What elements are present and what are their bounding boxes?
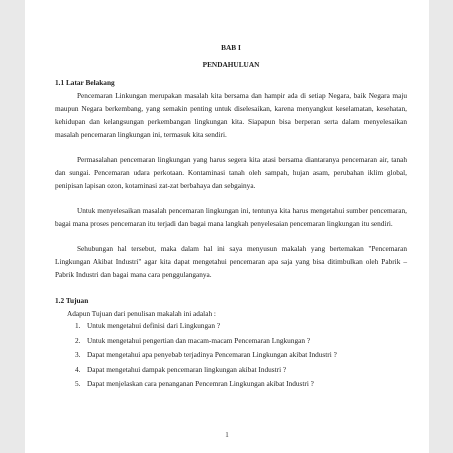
section-heading-tujuan: 1.2 Tujuan (55, 296, 89, 305)
tujuan-intro: Adapun Tujuan dari penulisan makalah ini adalah : (67, 309, 216, 318)
list-number: 3. (75, 350, 81, 359)
list-item (75, 364, 407, 376)
list-item (75, 378, 407, 390)
paragraph: Pencemaran Linkungan merupakan masalah kita bersama dan hampir ada di setiap Negara, baik Negara maju maupun Negara berkembang, yang semakin penting untuk diselesaikan, karena menyangkut keselamatan, kesehatan, kehidupan dan kelangsungan perkembangan lingkungan kita. Siapapun bisa berperan serta dalam menyelesaikan masalah pencemaran lingkungan ini, termasuk kita sendiri. (55, 91, 407, 139)
list-item (75, 320, 407, 332)
list-item (75, 335, 407, 347)
tujuan-list (75, 320, 407, 390)
paragraph: Permasalahan pencemaran lingkungan yang harus segera kita atasi bersama diantaranya pencemaran air, tanah dan sungai. Pencemaran udara perkotaan. Kontaminasi tanah oleh sampah, hujan asam, perubahan iklim global, penipisan lapisan ozon, kotaminasi zat-zat berbahaya dan sebgainya. (55, 155, 407, 190)
list-item-text: Dapat menjelaskan cara penanganan Pencemran Lingkungan akibat Industri ? (87, 379, 314, 388)
list-number: 1. (75, 321, 81, 330)
list-item-text: Dapat mengetahui dampak pencemaran lingkungan akibat Industri ? (87, 364, 287, 374)
paragraph: Sehubungan hal tersebut, maka dalam hal ini saya menyusun makalah yang bertemakan "Pencemaran Lingkungan Akibat Industri" agar kita dapat mengetahui pencemaran apa saja yang bisa ditimbulkan oleh Pabrik – Pabrik Industri dan bagai mana cara penggulanganya. (55, 244, 407, 279)
list-number: 2. (75, 335, 81, 345)
list-item-text: Untuk mengetahui pengertian dan macam-macam Pencemaran Lngkungan ? (87, 335, 311, 345)
chapter-label: BAB I (221, 43, 241, 52)
page-number: 1 (225, 431, 229, 439)
list-item-text: Untuk mengetahui definisi dari Lingkungan ? (87, 321, 221, 330)
page-content (55, 41, 407, 393)
list-number: 4. (75, 364, 81, 374)
section-heading-latar-belakang: 1.1 Latar Belakang (55, 78, 115, 87)
chapter-title: PENDAHULUAN (202, 60, 260, 69)
document-page (25, 0, 429, 453)
paragraph: Untuk menyelesaikan masalah pencemaran lingkungan ini, tentunya kita harus mengetahui sumber pencemaran, bagai mana proses pencemaran itu terjadi dan bagai mana langkah penyelesaian pencemaran lingkungan itu sendiri. (55, 206, 407, 228)
list-item-text: Dapat mengetahui apa penyebab terjadinya Pencemaran Lingkungan akibat Industri ? (87, 350, 337, 359)
list-number: 5. (75, 379, 81, 388)
list-item (75, 349, 407, 361)
